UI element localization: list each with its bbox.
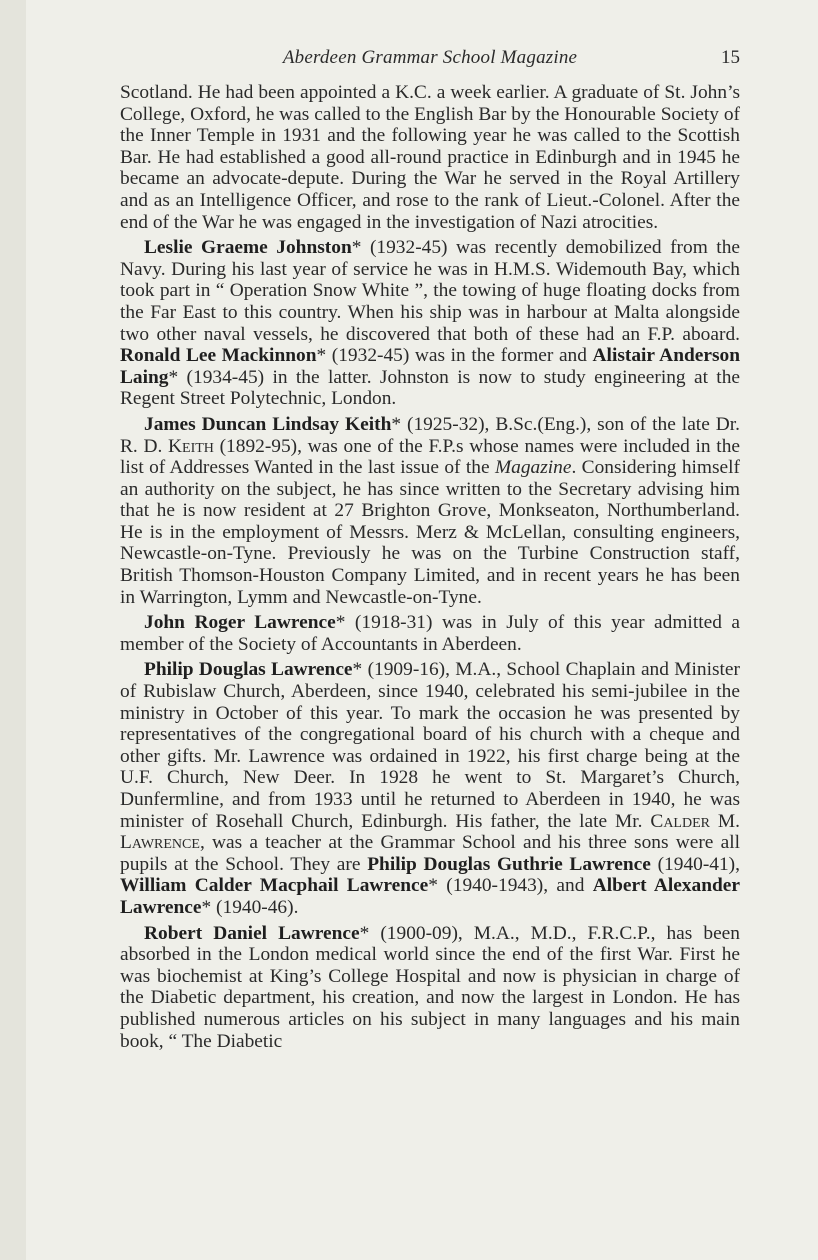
- person-name: Albert Alexander Lawrence: [120, 875, 740, 918]
- running-title: Aberdeen Grammar School Magazine: [282, 47, 578, 68]
- person-name: Philip Douglas Guthrie Lawrence: [367, 853, 651, 875]
- person-name: Robert Daniel Lawrence: [144, 922, 360, 944]
- text-run: * (1940-46).: [201, 896, 299, 918]
- person-name: William Calder Macphail Lawrence: [120, 875, 429, 897]
- paragraph: [120, 923, 740, 1053]
- article-body: [120, 82, 740, 1056]
- magazine-page: [26, 0, 818, 1260]
- text-run: * (1918-31) was in July of this year admitted a member of the Society of Accountants in Aberdeen.: [120, 612, 741, 655]
- paragraph: [120, 612, 740, 655]
- person-name: James Duncan Lindsay Keith: [144, 413, 392, 435]
- text-run: * (1900-09), M.A., M.D., F.R.C.P., has been absorbed in the London medical world since the end of the first War. First he was biochemist at King’s College Hospital and now is physician in charge of the Diabetic department, his creation, and now the largest in London. He has published numerous articles on his subject in many languages and his main book, “ The Diabetic: [120, 922, 740, 1052]
- text-run: * (1932-45) was in the former and: [316, 345, 593, 367]
- page-header: [120, 47, 740, 75]
- text-run: * (1940-1943), and: [428, 875, 593, 897]
- text-run: Scotland. He had been appointed a K.C. a week earlier. A graduate of St. John’s College, Oxford, he was called to the English Bar by the Honourable Society of the Inner Temple in 1931 and the following year he was called to the Scottish Bar. He had established a good all-round practice in Edinburgh and in 1945 he became an advocate-depute. During the War he served in the Royal Artillery and as an Intelligence Officer, and rose to the rank of Lieut.-Colonel. After the end of the War he was engaged in the investigation of Nazi atrocities.: [120, 82, 740, 233]
- italic-title: Magazine: [494, 457, 572, 479]
- person-name: Leslie Graeme Johnston: [144, 237, 352, 259]
- person-name: Alistair Anderson Laing: [120, 345, 740, 388]
- text-run: * (1932-45) was recently demobilized from the Navy. During his last year of service he was in H.M.S. Widemouth Bay, which took part in “ Operation Snow White ”, the towing of huge floating docks from the Far East to this country. When his ship was in harbour at Malta alongside two other naval vessels, he discovered that both of these had an F.P. aboard.: [120, 237, 740, 345]
- text-run: , was a teacher at the Grammar School and his three sons were all pupils at the School. They are: [120, 832, 740, 875]
- text-run: * (1934-45) in the latter. Johnston is now to study engineering at the Regent Street Polytechnic, London.: [120, 366, 740, 410]
- small-caps-name: Calder M. Lawrence: [120, 810, 740, 854]
- text-run: * (1909-16), M.A., School Chaplain and Minister of Rubislaw Church, Aberdeen, since 1940, celebrated his semi-jubilee in the ministry in October of this year. To mark the occasion he was presented by representatives of the congregational board of his church with a cheque and other gifts. Mr. Lawrence was ordained in 1922, his first charge being at the U.F. Church, New Deer. In 1928 he went to St. Margaret’s Church, Dunfermline, and from 1933 until he returned to Aberdeen in 1940, he was minister of Rosehall Church, Edinburgh. His father, the late Mr.: [120, 659, 740, 832]
- text-run: * (1925-32), B.Sc.(Eng.), son of the late Dr. R. D.: [120, 413, 740, 457]
- person-name: Philip Douglas Lawrence: [144, 659, 353, 681]
- paragraph: [120, 659, 740, 918]
- text-run: . Considering himself an authority on the subject, he has since written to the Secretary advising him that he is now resident at 27 Brighton Grove, Monkseaton, Northumberland. He is in the employment of Messrs. Merz & McLellan, consulting engineers, Newcastle-on-Tyne. Previously he was on the Turbine Construction staff, British Thomson-Houston Company Limited, and in recent years he has been in Warrington, Lymm and Newcastle-on-Tyne.: [120, 457, 741, 608]
- small-caps-name: Keith: [168, 435, 214, 457]
- paragraph: [120, 237, 740, 410]
- text-run: (1892-95), was one of the F.P.s whose names were included in the list of Addresses Wanted in the last issue of the: [120, 435, 740, 479]
- page-number: 15: [721, 47, 740, 68]
- person-name: Ronald Lee Mackinnon: [120, 345, 317, 367]
- person-name: John Roger Lawrence: [144, 612, 336, 634]
- text-run: (1940-41),: [650, 853, 740, 875]
- paragraph: [120, 82, 740, 233]
- paragraph: [120, 414, 740, 608]
